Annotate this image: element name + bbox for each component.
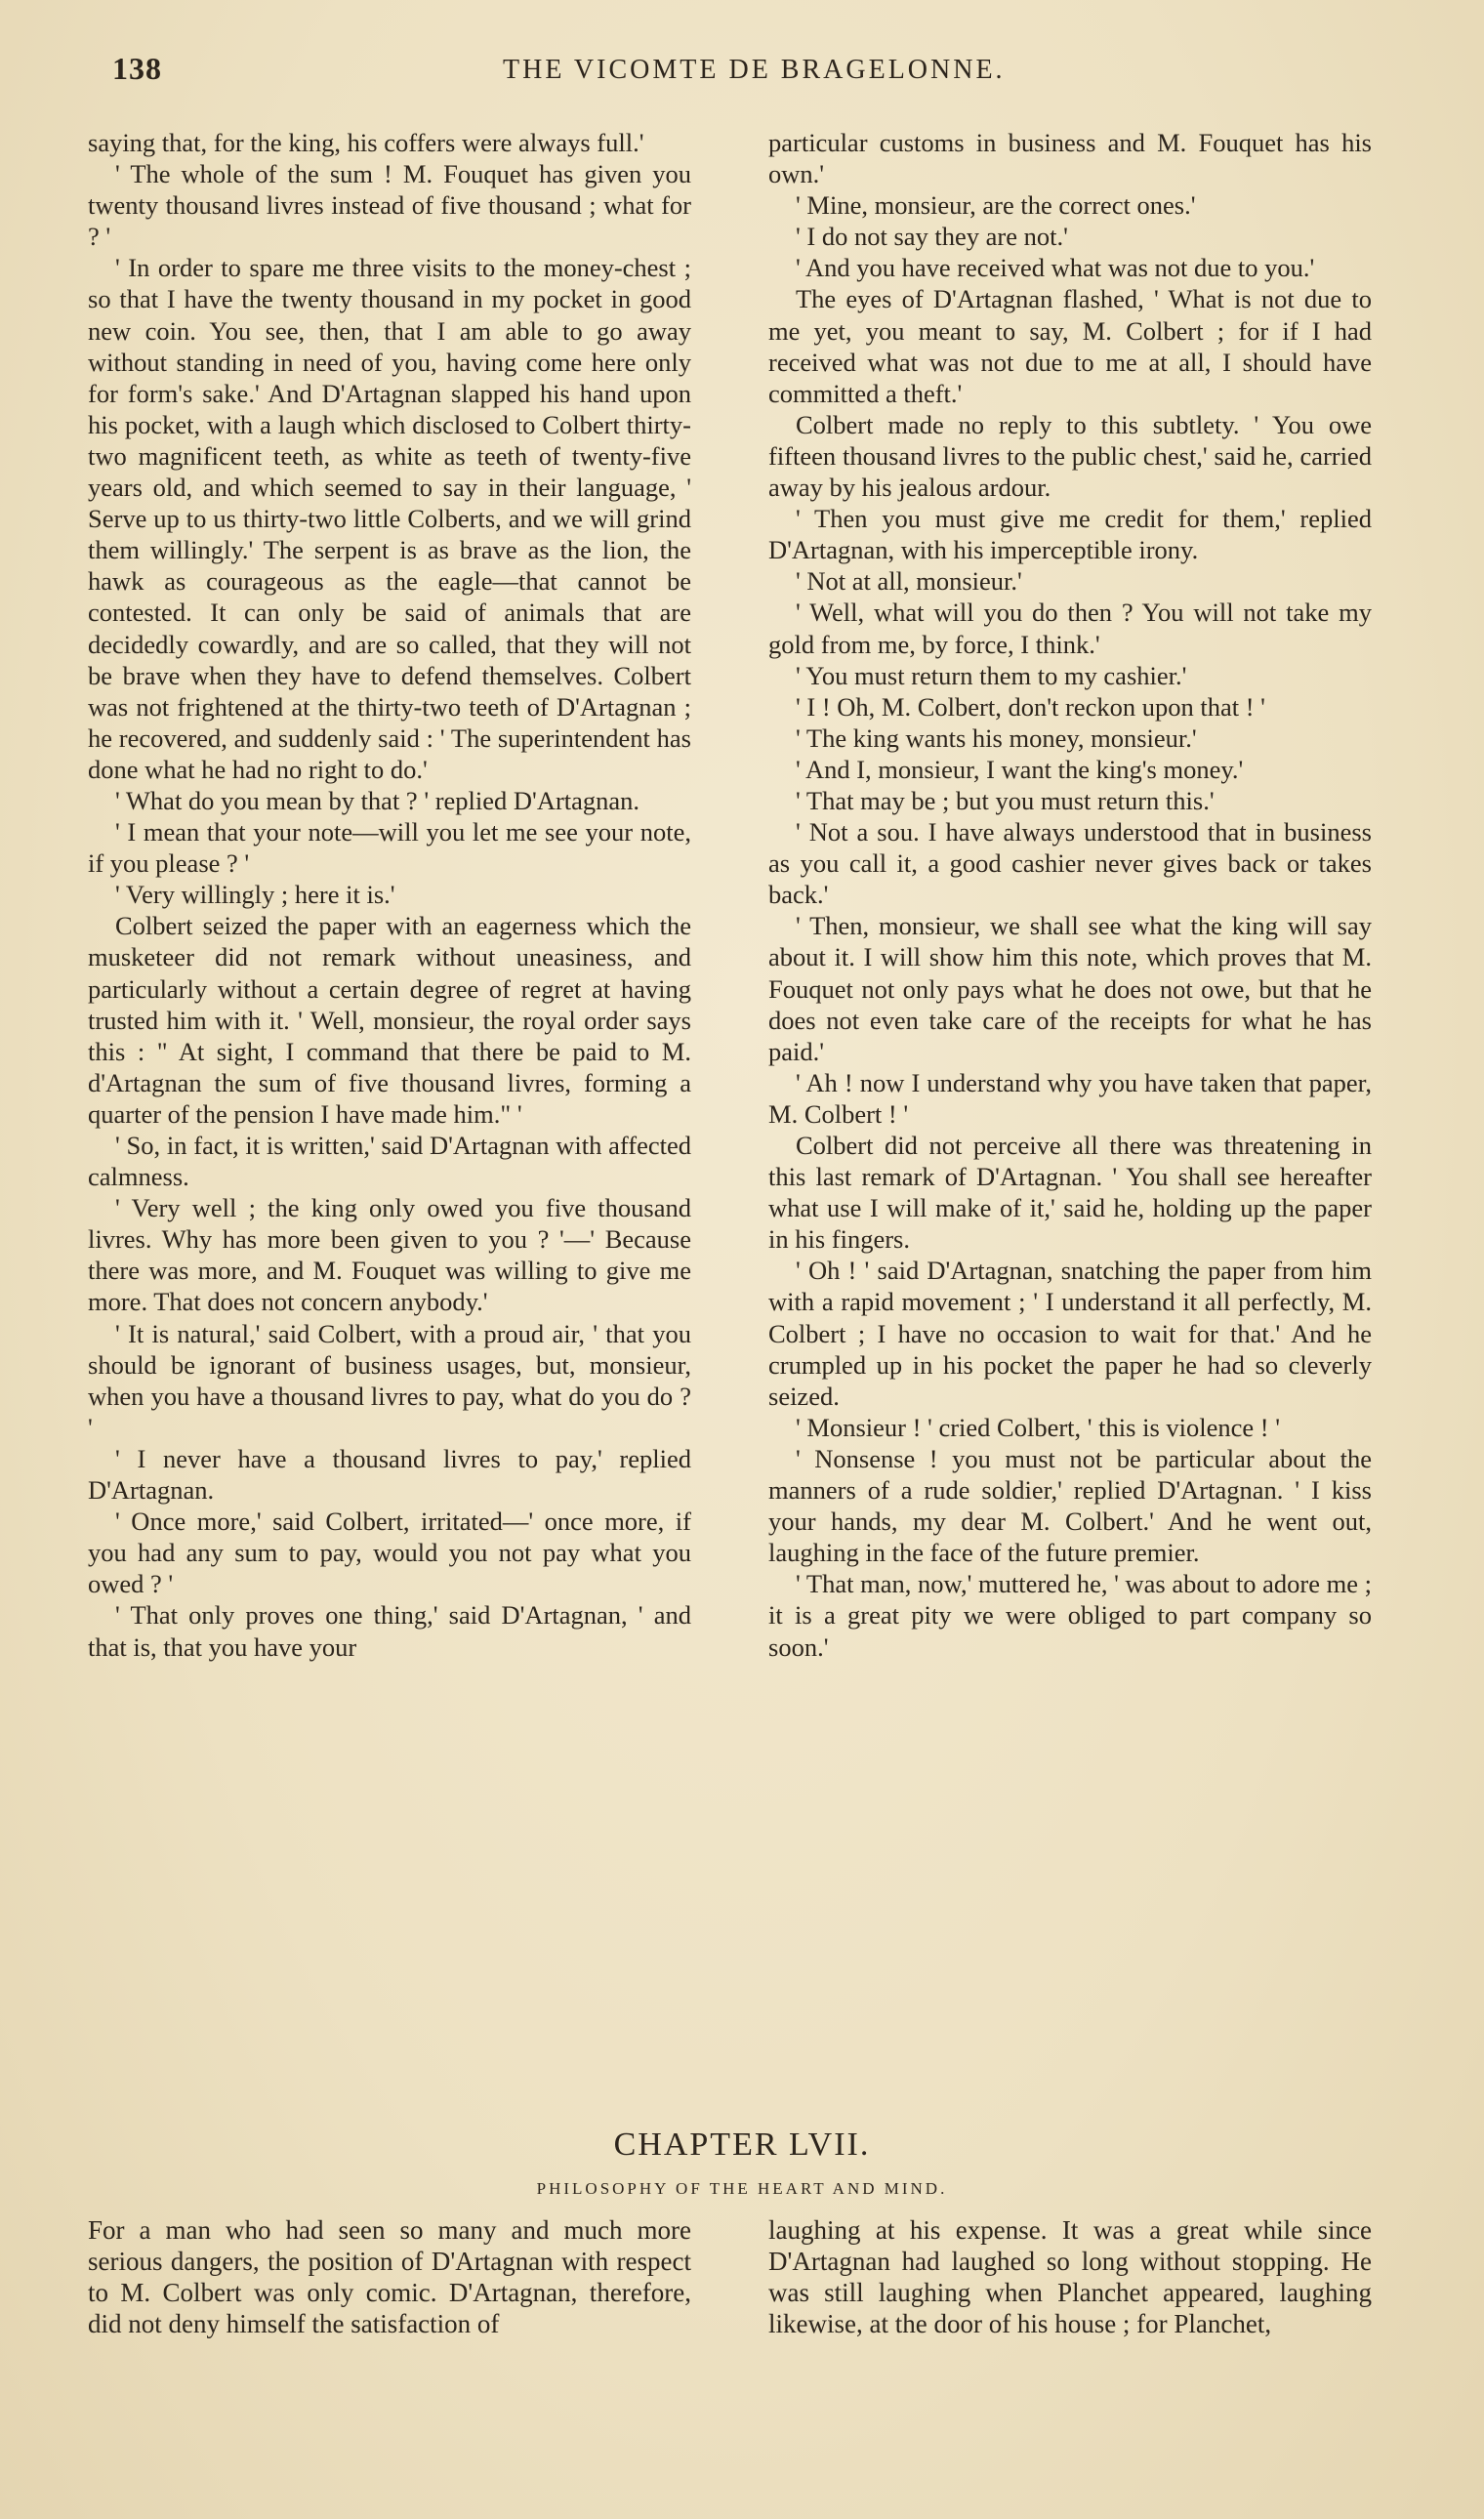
paragraph: ' Once more,' said Colbert, irritated—' once more, if you had any sum to pay, would you not pay what you owed ? ' xyxy=(88,1507,691,1599)
paragraph: ' Ah ! now I understand why you have taken that paper, M. Colbert ! ' xyxy=(768,1067,1372,1129)
paragraph: ' I never have a thousand livres to pay,' replied D'Artagnan. xyxy=(88,1443,691,1506)
page-header xyxy=(112,51,1411,100)
paragraph: ' You must return them to my cashier.' xyxy=(796,660,1187,690)
paragraph: ' I ! Oh, M. Colbert, don't reckon upon that ! ' xyxy=(796,691,1265,722)
paragraph: ' Not at all, monsieur.' xyxy=(796,566,1022,597)
paragraph: ' So, in fact, it is written,' said D'Artagnan with affected calmness. xyxy=(88,1131,691,1192)
paragraph: ' I do not say they are not.' xyxy=(796,222,1068,252)
paragraph: ' And you have received what was not due to you.' xyxy=(796,253,1315,283)
paragraph: ' That man, now,' muttered he, ' was about to adore me ; it is a great pity we were obliged to part company so soon.' xyxy=(768,1569,1372,1662)
chapter-right-column xyxy=(768,2214,1372,2339)
paragraph: Colbert did not perceive all there was threatening in this last remark of D'Artagnan. ' You shall see hereafter what use I will make of it,' said he, holding up the paper in his fingers. xyxy=(768,1131,1372,1255)
paragraph: ' Then you must give me credit for them,' replied D'Artagnan, with his imperceptible irony. xyxy=(768,504,1372,565)
chapter-title: CHAPTER LVII. xyxy=(613,2127,871,2163)
paragraph: ' That may be ; but you must return this.' xyxy=(796,785,1215,815)
paragraph: ' I mean that your note—will you let me see your note, if you please ? ' xyxy=(88,817,691,879)
paragraph: For a man who had seen so many and much more serious dangers, the position of D'Artagnan with respect to M. Colbert was only comic. D'Artagnan, therefore, did not deny himself the satisfaction of xyxy=(88,2215,691,2338)
paragraph: The eyes of D'Artagnan flashed, ' What is not due to me yet, you meant to say, M. Colbert ; for if I had received what was not due to me at all, I should have committed a theft.' xyxy=(768,284,1372,408)
paragraph: particular customs in business and M. Fouquet has his own.' xyxy=(768,128,1372,189)
paragraph: ' In order to spare me three visits to the money-chest ; so that I have the twenty thousand in my pocket in good new coin. You see, then, that I am able to go away without standing in need of you, having come here only for form's sake.' And D'Artagnan slapped his hand upon his pocket, with a laugh which disclosed to Colbert thirty-two magnificent teeth, as white as teeth of twenty-five years old, and which seemed to say in their language, ' Serve up to us thirty-two little Colberts, and we will grind them willingly.' The serpent is as brave as the lion, the hawk as courageous as the eagle—that cannot be contested. It can only be said of animals that are decidedly cowardly, and are so called, that they will not be brave when they have to defend themselves. Colbert was not frightened at the thirty-two teeth of D'Artagnan ; he recovered, and suddenly said : ' The superintendent has done what he had no right to do.' xyxy=(88,253,691,784)
paragraph: Colbert made no reply to this subtlety. ' You owe fifteen thousand livres to the public chest,' said he, carried away by his jealous ardour. xyxy=(768,409,1372,503)
paragraph: ' The king wants his money, monsieur.' xyxy=(796,723,1197,753)
left-column xyxy=(88,127,691,1663)
paragraph: ' Very well ; the king only owed you five thousand livres. Why has more been given to you ? '—' Because there was more, and M. Fouquet was willing to give me more. That does not concern anybody.' xyxy=(88,1193,691,1317)
paragraph: ' The whole of the sum ! M. Fouquet has given you twenty thousand livres instead of five thousand ; what for ? ' xyxy=(88,159,691,252)
paragraph: Colbert seized the paper with an eagerness which the musketeer did not remark without uneasiness, and particularly without a certain degree of regret at having trusted him with it. ' Well, monsieur, the royal order says this : " At sight, I command that there be paid to M. d'Artagnan the sum of five thousand livres, forming a quarter of the pension I have made him." ' xyxy=(88,911,691,1129)
paragraph: ' Nonsense ! you must not be particular about the manners of a rude soldier,' replied D'Artagnan. ' I kiss your hands, my dear M. Colbert.' And he went out, laughing in the face of the future premier. xyxy=(768,1443,1372,1568)
paragraph: ' It is natural,' said Colbert, with a proud air, ' that you should be ignorant of business usages, but, monsieur, when you have a thousand livres to pay, what do you do ? ' xyxy=(88,1318,691,1442)
paragraph: saying that, for the king, his coffers were always full.' xyxy=(88,128,644,157)
paragraph: laughing at his expense. It was a great while since D'Artagnan had laughed so long without stopping. He was still laughing when Planchet appeared, laughing likewise, at the door of his house ; for Planchet, xyxy=(768,2215,1372,2338)
chapter-subtitle: PHILOSOPHY OF THE HEART AND MIND. xyxy=(536,2179,948,2198)
paragraph: ' That only proves one thing,' said D'Artagnan, ' and that is, that you have your xyxy=(88,1600,691,1662)
right-column xyxy=(768,127,1372,1663)
running-title: THE VICOMTE DE BRAGELONNE. xyxy=(503,55,1006,85)
paragraph: ' Very willingly ; here it is.' xyxy=(115,880,395,910)
paragraph: ' Monsieur ! ' cried Colbert, ' this is violence ! ' xyxy=(796,1412,1280,1442)
paragraph: ' Then, monsieur, we shall see what the king will say about it. I will show him this note, which proves that M. Fouquet not only pays what he does not owe, but that he does not even take care of the receipts for what he has paid.' xyxy=(768,911,1372,1066)
paragraph: ' Not a sou. I have always understood that in business as you call it, a good cashier never gives back or takes back.' xyxy=(768,817,1372,910)
paragraph: ' What do you mean by that ? ' replied D'Artagnan. xyxy=(115,785,640,815)
page-number: 138 xyxy=(112,51,162,86)
paragraph: ' Mine, monsieur, are the correct ones.' xyxy=(796,190,1196,221)
paragraph: ' And I, monsieur, I want the king's money.' xyxy=(796,754,1244,784)
paragraph: ' Well, what will you do then ? You will not take my gold from me, by force, I think.' xyxy=(768,598,1372,659)
paragraph: ' Oh ! ' said D'Artagnan, snatching the paper from him with a rapid movement ; ' I understand it all perfectly, M. Colbert ; I have no occasion to wait for that.' And he crumpled up in his pocket the paper he had so cleverly seized. xyxy=(768,1256,1372,1411)
chapter-left-column xyxy=(88,2214,691,2339)
